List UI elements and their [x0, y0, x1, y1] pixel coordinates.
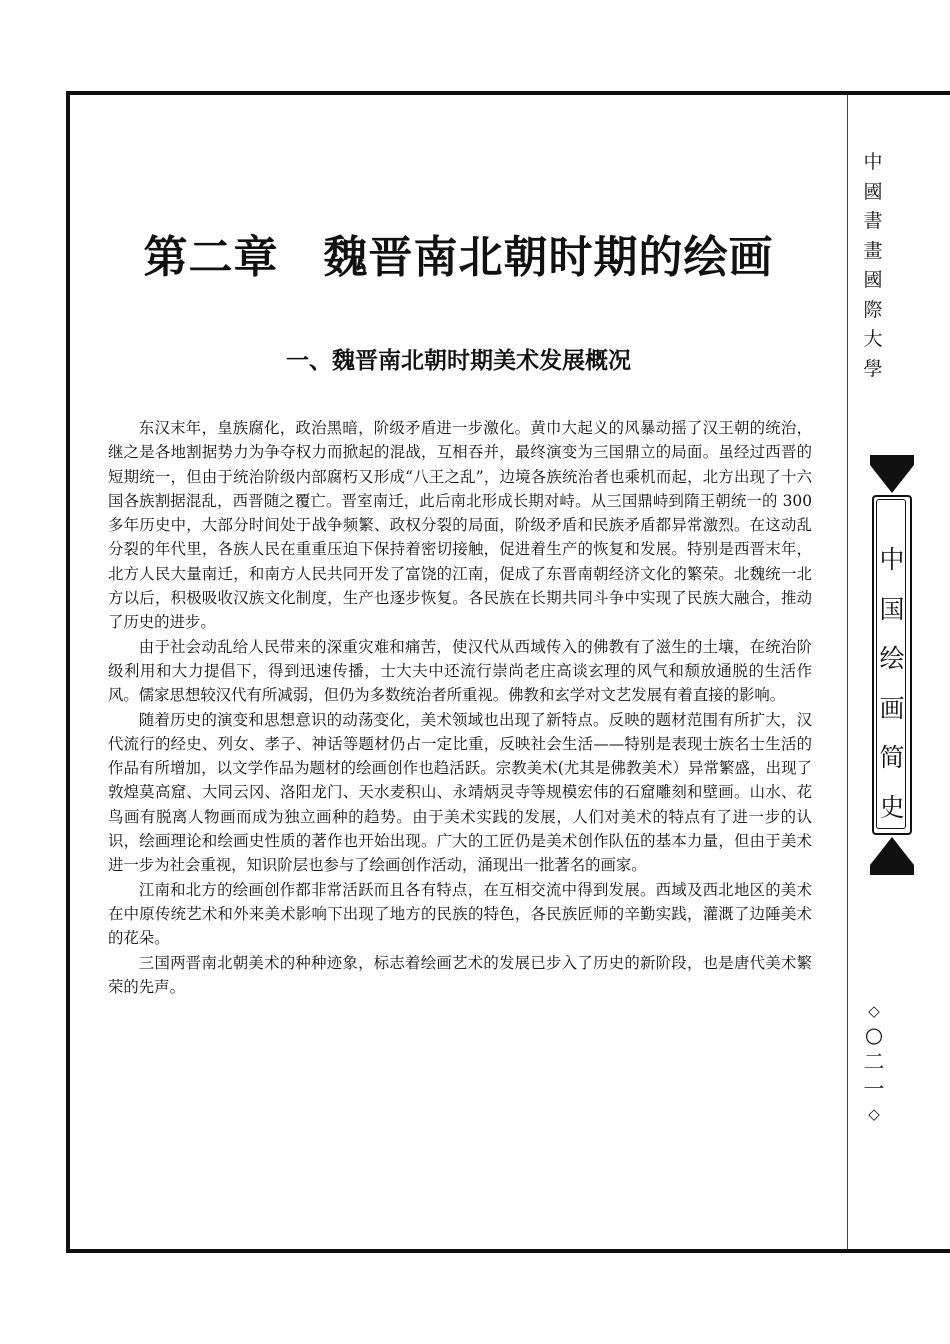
- paragraph: 三国两晋南北朝美术的种种迹象，标志着绘画艺术的发展已步入了历史的新阶段，也是唐代美术繁荣的先声。: [108, 953, 812, 996]
- frame-top-rule: [66, 91, 950, 95]
- cartouche-top-ornament: [870, 465, 914, 493]
- paragraph: 由于社会动乱给人民带来的深重灾难和痛苦，使汉代从西域传入的佛教有了滋生的土壤，在统治阶级利用和大力提倡下，得到迅速传播，士大夫中还流行崇尚老庄高谈玄理的风气和颓放通脱的生活作风。儒家思想较汉代有所减弱，但仍为多数统治者所重视。佛教和玄学对文艺发展有着直接的影响。: [108, 637, 812, 705]
- chapter-title: 第二章 魏晋南北朝时期的绘画: [143, 232, 774, 284]
- diamond-icon: ◇: [868, 1105, 880, 1123]
- page-number: [855, 1000, 893, 1125]
- paragraph: 随着历史的演变和思想意识的动荡变化，美术领域也出现了新特点。反映的题材范围有所扩大，汉代流行的经史、列女、孝子、神话等题材仍占一定比重，反映社会生活——特别是表现士族名士生活的作品有所增加，以文学作品为题材的绘画创作也趋活跃。宗教美术(尤其是佛教美术）异常繁盛，出现了敦煌莫高窟、大同云冈、洛阳龙门、天水麦积山、永靖炳灵寺等规模宏伟的石窟雕刻和壁画。山水、花鸟画有脱离人物画而成为独立画种的趋势。由于美术实践的发展，人们对美术的特点有了进一步的认识，绘画理论和绘画史性质的著作也开始出现。广大的工匠仍是美术创作队伍的基本力量，但由于美术进一步为社会重视，知识阶层也参与了绘画创作活动，涌现出一批著名的画家。: [108, 710, 812, 875]
- page-number-text: ○ 二 一: [863, 1023, 885, 1101]
- cartouche-bottom-ornament: [870, 837, 914, 865]
- book-title-vertical: 中 国 绘 画 简 史: [879, 545, 905, 822]
- frame-bottom-rule: [66, 1249, 950, 1253]
- school-name-vertical: 中 國 書 畫 國 際 大 學: [863, 151, 883, 380]
- cartouche-top-bar: [870, 455, 914, 465]
- paragraph: 江南和北方的绘画创作都非常活跃而且各有特点，在互相交流中得到发展。西域及西北地区的美术在中原传统艺术和外来美术影响下出现了地方的民族的特色，各民族匠师的辛勤实践，灌溉了边陲美术的花朵。: [108, 880, 812, 948]
- body-text: [108, 416, 812, 999]
- book-title-cartouche: [870, 455, 914, 875]
- paragraph: 东汉末年，皇族腐化，政治黑暗，阶级矛盾进一步激化。黄巾大起义的风暴动摇了汉王朝的统治，继之是各地割据势力为争夺权力而掀起的混战，互相吞并，最终演变为三国鼎立的局面。虽经过西晋的短期统一，但由于统治阶级内部腐朽又形成“八王之乱”，边境各族统治者也乘机而起，北方出现了十六国各族割据混乱，西晋随之覆亡。晋室南迁，此后南北形成长期对峙。从三国鼎峙到隋王朝统一的 300 多年历史中，大部分时间处于战争频繁、政权分裂的局面，阶级矛盾和民族矛盾都异常激烈。在这动乱分裂的年代里，各族人民在重重压迫下保持着密切接触，促进着生产的恢复和发展。特别是西晋末年，北方人民大量南迁，和南方人民共同开发了富饶的江南，促成了东晋南朝经济文化的繁荣。北魏统一北方以后，积极吸收汉族文化制度，生产也逐步恢复。各民族在长期共同斗争中实现了民族大融合，推动了历史的进步。: [108, 419, 812, 632]
- section-title: 一、魏晋南北朝时期美术发展概况: [286, 348, 631, 375]
- diamond-icon: ◇: [868, 1002, 880, 1020]
- cartouche-bottom-bar: [870, 865, 914, 875]
- sidebar-divider: [847, 95, 848, 1249]
